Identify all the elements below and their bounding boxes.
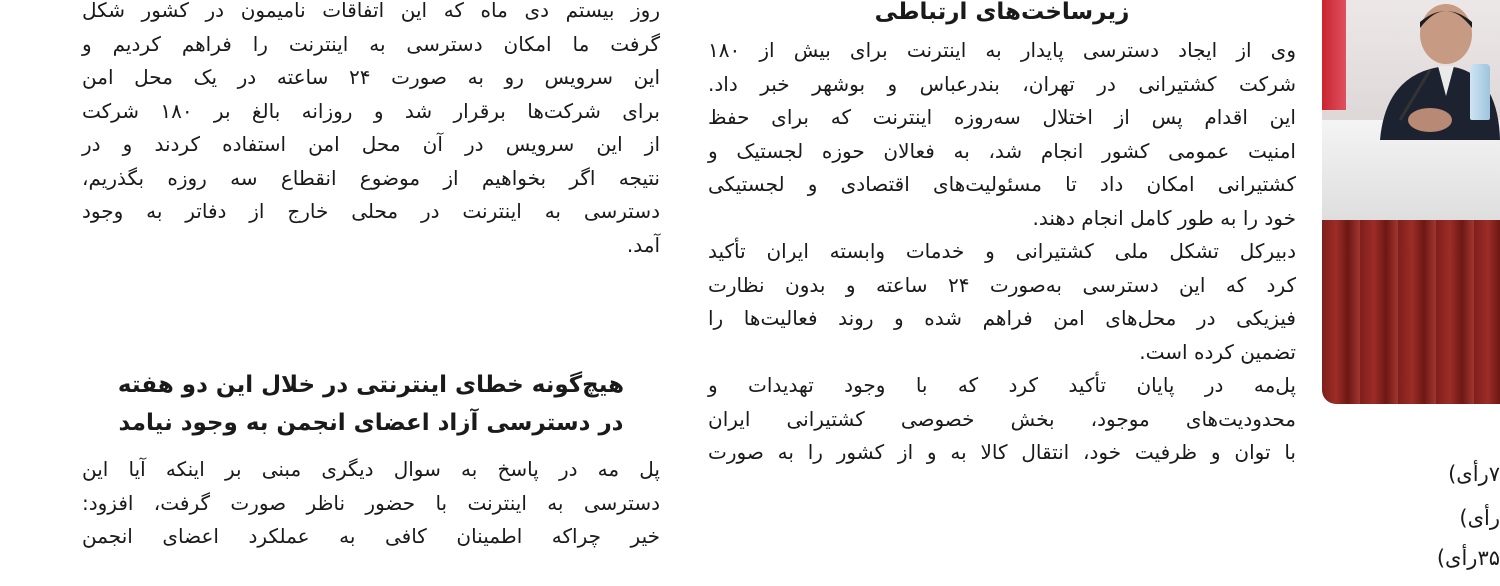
middle-article-column <box>708 34 1296 470</box>
text-line: شرکت کشتیرانی در تهران، بندرعباس و بوشهر خبر داد. <box>708 71 1296 96</box>
text-line: نتیجه اگر بخواهیم از موضوع انقطاع سه روزه بگذریم، <box>82 165 660 190</box>
text-line: برای شرکت‌ها برقرار شد و روزانه بالغ بر ۱۸۰ شرکت <box>82 98 661 123</box>
cut-off-text: ۷رأی) <box>1448 462 1500 486</box>
left-section-heading <box>82 366 660 442</box>
text-line: دسترسی به اینترنت در محلی خارج از دفاتر به وجود <box>82 199 660 223</box>
text-line: این سرویس رو به صورت ۲۴ ساعته در یک محل امن <box>82 65 661 89</box>
text-line: کشتیرانی امکان داد تا مسئولیت‌های اقتصادی و لجستیکی <box>708 172 1296 196</box>
text-line: وی از ایجاد دسترسی پایدار به اینترنت برای بیش از ۱۸۰ <box>708 38 1296 62</box>
heading-line: در دسترسی آزاد اعضای انجمن به وجود نیامد <box>118 410 624 436</box>
text-line: دسترسی به اینترنت با حضور ناظر صورت گرفت، افزود: <box>82 490 660 515</box>
cut-off-text: ۳۵رأی) <box>1436 546 1500 570</box>
text-line: آمد. <box>626 232 660 257</box>
left-article-column <box>82 0 660 262</box>
text-line: تضمین کرده است. <box>1139 339 1296 364</box>
text-line: محدودیت‌های موجود، بخش خصوصی کشتیرانی ایران <box>708 406 1296 431</box>
photo-tablecloth <box>1322 220 1500 404</box>
text-line: پل مه در پاسخ به سوال دیگری مبنی بر اینکه آیا این <box>82 457 660 481</box>
text-line: این اقدام پس از اختلال سه‌روزه اینترنت که برای حفظ <box>708 105 1296 129</box>
text-line: از این سرویس در آن محل امن استفاده کردند و در <box>82 132 660 156</box>
middle-section-heading: زیرساخت‌های ارتباطی <box>874 0 1130 25</box>
article-photo <box>1322 0 1500 404</box>
flag-shape <box>1322 0 1346 110</box>
text-line: روز بیستم دی ماه که این اتفاقات نامیمون در کشور شکل <box>82 0 660 22</box>
text-line: با توان و ظرفیت خود، انتقال کالا به و از کشور را به صورت <box>708 440 1296 464</box>
text-line: امنیت عمومی کشور انجام شد، به فعالان حوزه لجستیک و <box>708 138 1296 163</box>
cut-off-text: رأی) <box>1459 506 1500 530</box>
text-line: گرفت ما امکان دسترسی به اینترنت را فراهم کردیم و <box>82 31 660 56</box>
text-line: دبیرکل تشکل ملی کشتیرانی و خدمات وابسته ایران تأکید <box>708 239 1296 263</box>
left-article-column-continued <box>82 453 660 554</box>
heading-line: هیچ‌گونه خطای اینترنتی در خلال این دو هفته <box>117 372 625 398</box>
text-line: خیر چراکه اطمینان کافی به عملکرد اعضای انجمن <box>82 524 660 548</box>
water-bottle-shape <box>1470 64 1490 120</box>
text-line: پل‌مه در پایان تأکید کرد که با وجود تهدیدات و <box>708 373 1296 397</box>
text-line: فیزیکی در محل‌های امن فراهم شده و روند فعالیت‌ها را <box>708 306 1296 330</box>
text-line: خود را به طور کامل انجام دهند. <box>1032 205 1296 230</box>
text-line: کرد که این دسترسی به‌صورت ۲۴ ساعته و بدون نظارت <box>708 272 1297 297</box>
